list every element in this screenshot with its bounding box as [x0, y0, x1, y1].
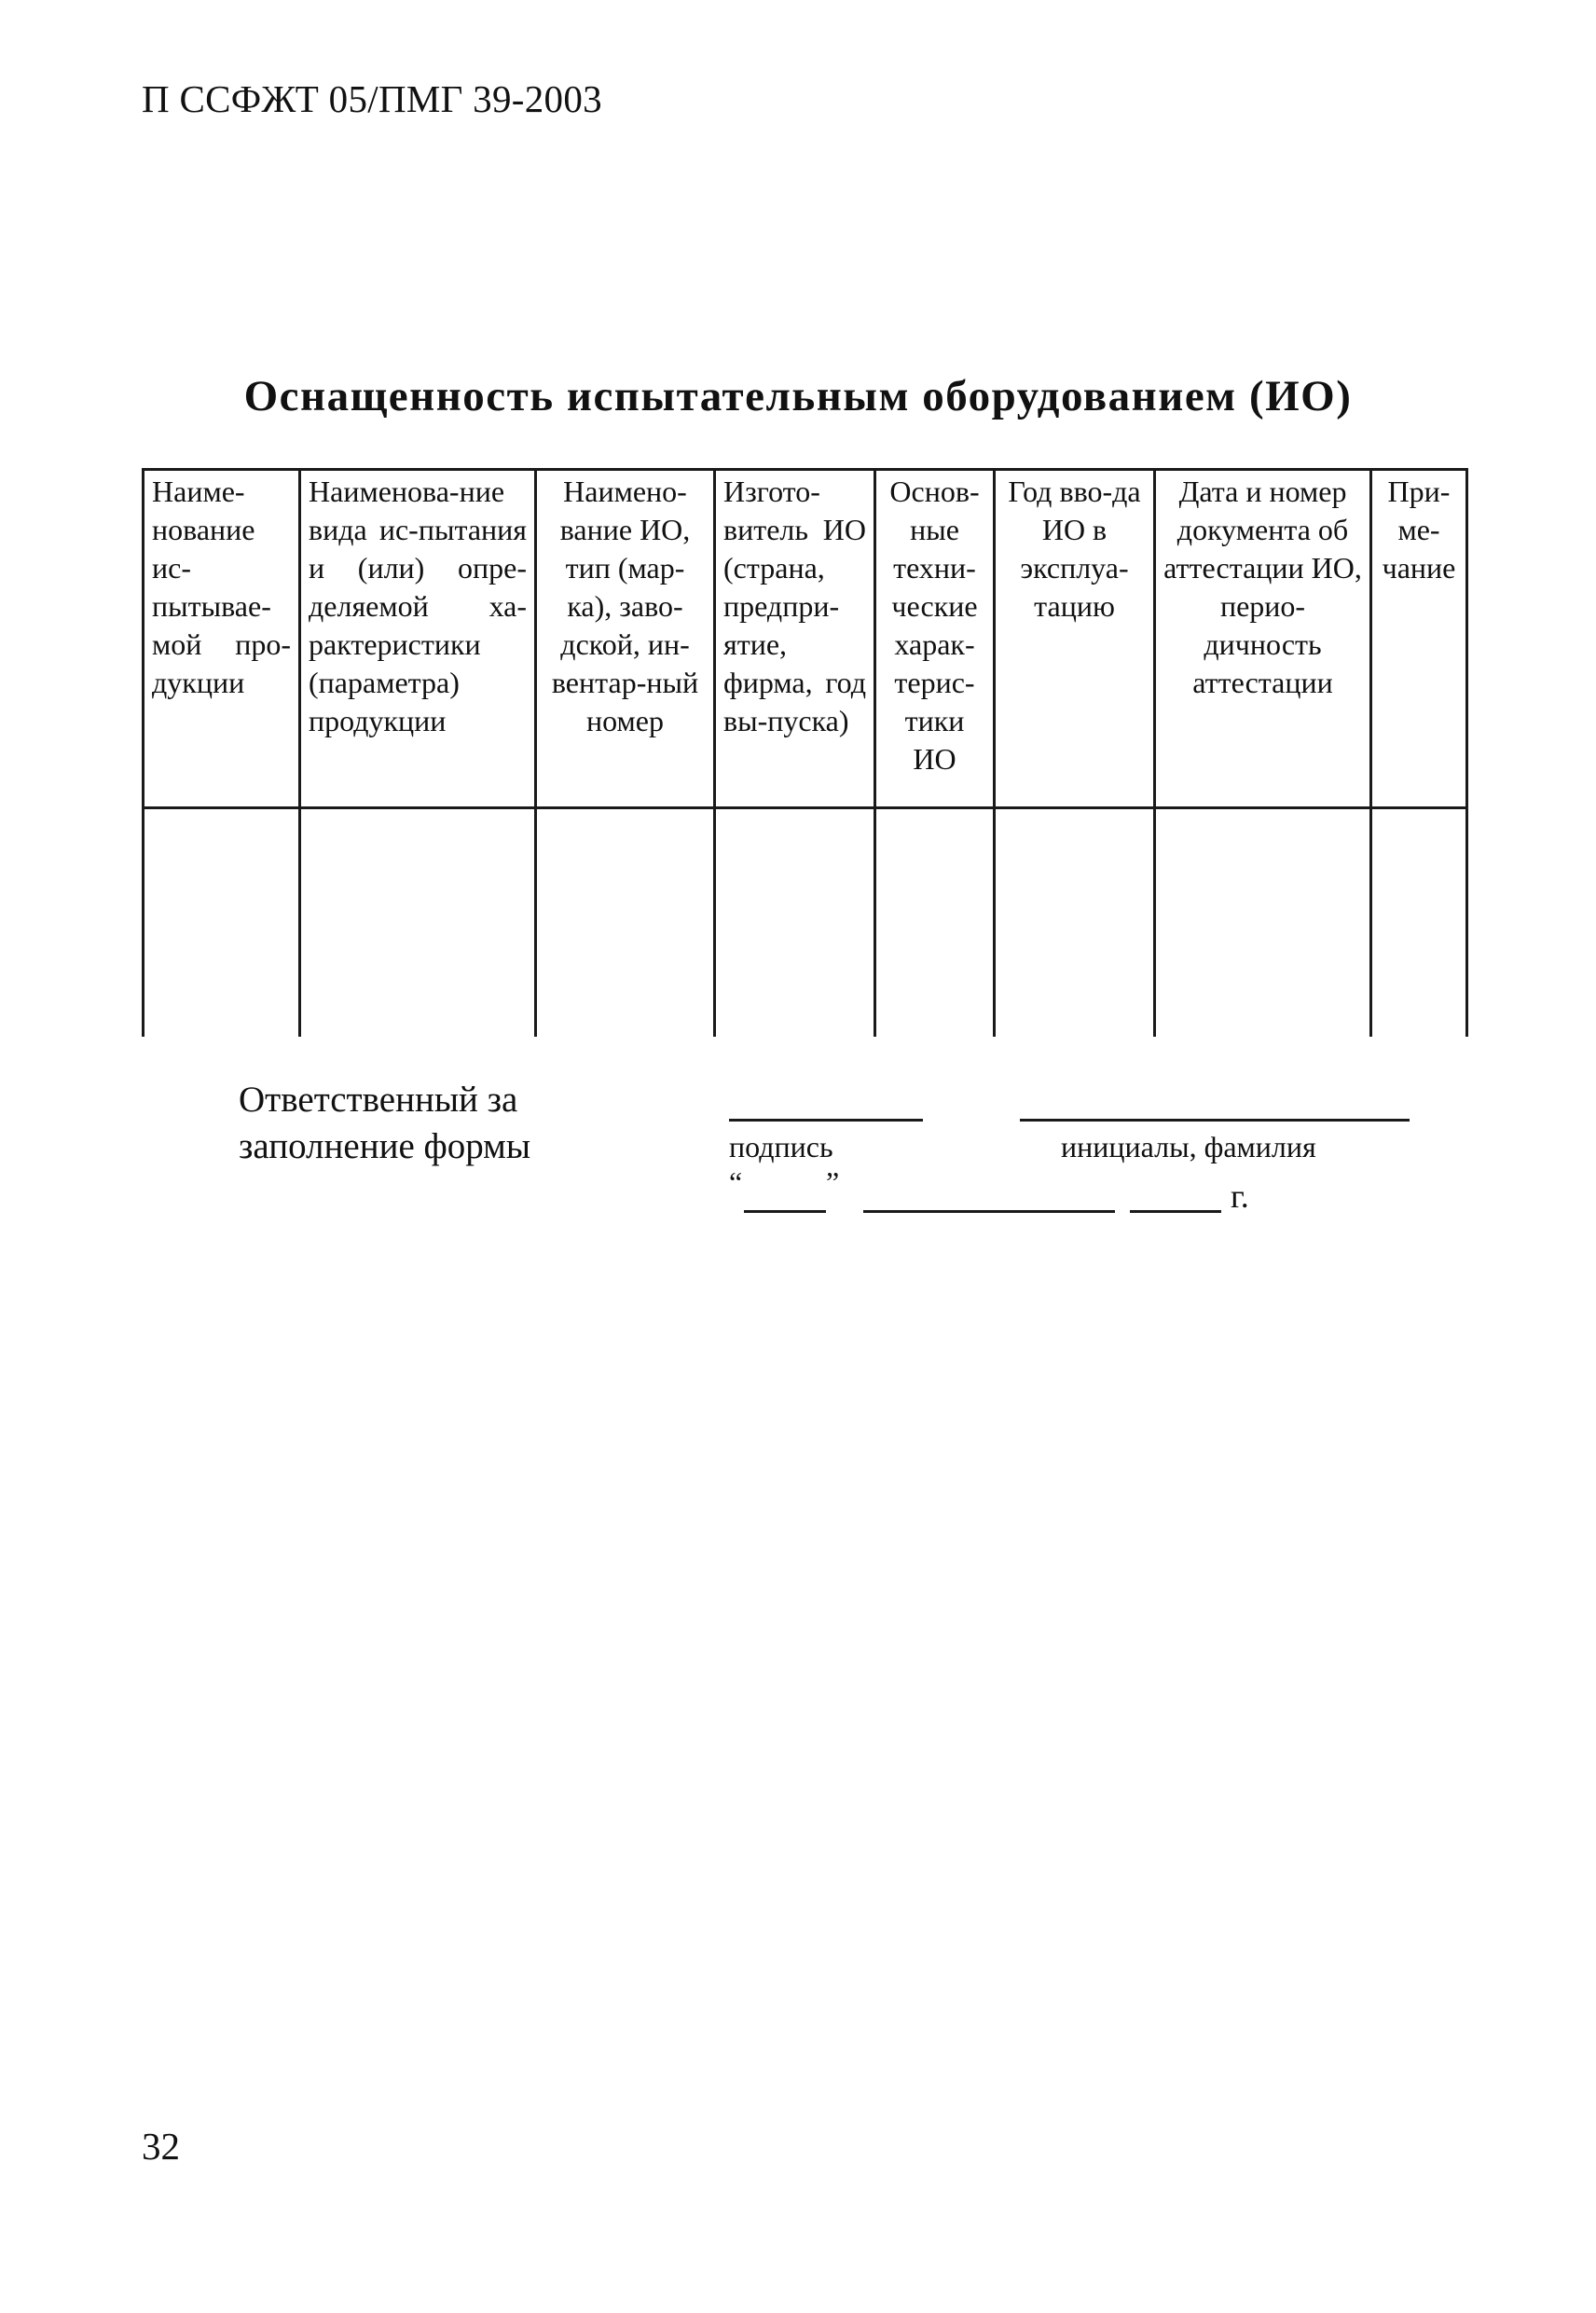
table-cell[interactable] [875, 808, 995, 1038]
column-header: При-ме-чание [1371, 470, 1467, 808]
signature-line[interactable] [729, 1119, 923, 1122]
column-header: Наименова-ние вида ис-пытания и (или) опре-деляемой ха-рактеристики (параметра) продукции [300, 470, 536, 808]
column-header: Наиме-нование ис-пытывае-мой про-дукции [144, 470, 300, 808]
signature-caption: подпись [729, 1130, 833, 1163]
equipment-table [142, 468, 1468, 1037]
column-header: Дата и номер документа об аттестации ИО, перио-дичность аттестации [1155, 470, 1371, 808]
document-code: П ССФЖТ 05/ПМГ 39-2003 [142, 77, 602, 120]
table-cell[interactable] [995, 808, 1155, 1038]
table-row [144, 808, 1467, 1038]
table-header-row [144, 470, 1467, 808]
day-line[interactable] [744, 1210, 826, 1213]
table-cell[interactable] [1155, 808, 1371, 1038]
table-cell[interactable] [144, 808, 300, 1038]
name-caption: инициалы, фамилия [1061, 1130, 1316, 1163]
column-header: Наимено-вание ИО, тип (мар-ка), заво-дской, ин-вентар-ный номер [536, 470, 715, 808]
column-header: Изгото-витель ИО (страна, предпри-ятие, фирма, год вы-пуска) [715, 470, 875, 808]
responsible-label: Ответственный за заполнение формы [239, 1080, 531, 1166]
column-header: Основ-ные техни-ческие харак-терис-тики ИО [875, 470, 995, 808]
page-number: 32 [142, 2125, 180, 2168]
table-cell[interactable] [536, 808, 715, 1038]
quote-open: “ [729, 1165, 743, 1199]
page-title: Оснащенность испытательным оборудованием (ИО) [243, 372, 1353, 420]
table-cell[interactable] [300, 808, 536, 1038]
year-suffix: г. [1231, 1177, 1249, 1215]
year-line[interactable] [1130, 1210, 1221, 1213]
month-line[interactable] [863, 1210, 1115, 1213]
table-cell[interactable] [1371, 808, 1467, 1038]
table-cell[interactable] [715, 808, 875, 1038]
column-header: Год вво-да ИО в эксплуа-тацию [995, 470, 1155, 808]
name-line[interactable] [1020, 1119, 1410, 1122]
quote-close: ” [826, 1165, 840, 1199]
